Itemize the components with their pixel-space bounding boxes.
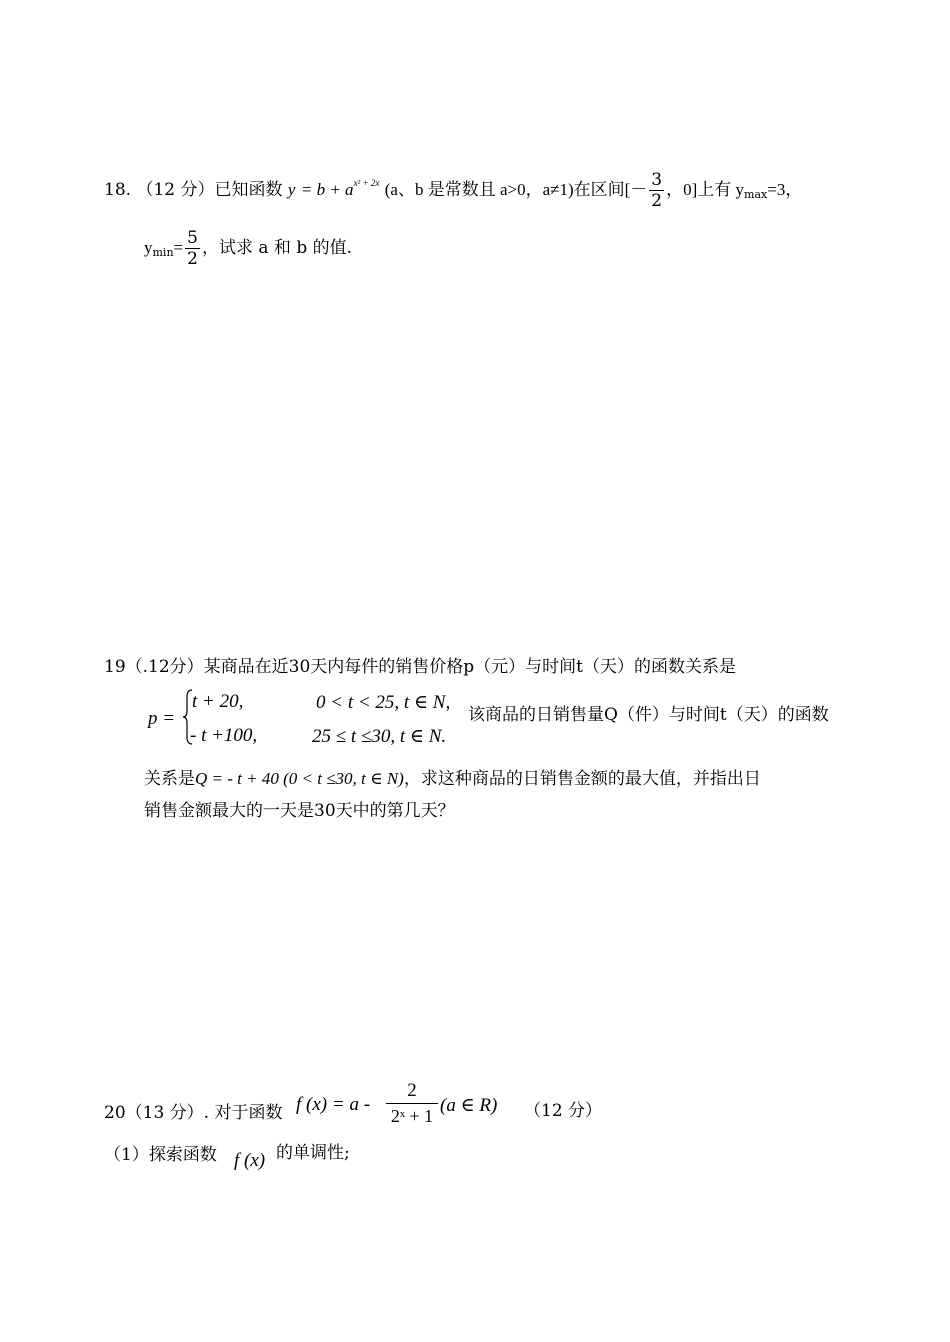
- q18-min-eq: =: [173, 238, 184, 257]
- q19-line3-pre: 关系是: [144, 769, 195, 789]
- q19-case1-cond: 0 < t < 25, t ∈ N,: [316, 692, 451, 713]
- q18-line1: [104, 170, 802, 211]
- q18-min-sub: min: [152, 246, 174, 259]
- q18-formula-rhs: = b + a: [300, 180, 354, 199]
- q19-q-formula: Q = - t + 40 (0 < t ≤30, t ∈ N): [195, 769, 404, 788]
- q18-condition: (a、b 是常数且 a>0，a≠1)在区间[－: [384, 180, 648, 199]
- q18-exponent: x² + 2x: [353, 178, 380, 188]
- q19-after-cases: 该商品的日销售量Q（件）与时间t（天）的函数: [468, 705, 829, 725]
- q18-min-den: 2: [187, 249, 198, 269]
- q20-line1: [104, 1098, 282, 1123]
- q18-min-num: 5: [187, 228, 198, 248]
- q19-line4: 销售金额最大的一天是30天中的第几天？: [144, 801, 455, 821]
- q20-fraction: [386, 1079, 438, 1128]
- q20-domain: (a ∈ R): [440, 1095, 498, 1116]
- q20-head: 20（13 分）. 对于函数: [104, 1103, 283, 1123]
- q18-ask: ，试求 a 和 b 的值.: [201, 238, 353, 258]
- q20-part1-pre: （1）探索函数: [104, 1145, 217, 1165]
- q18-lead: 已知函数: [214, 180, 283, 200]
- q20-part1-fx: f (x): [234, 1150, 266, 1171]
- q18-min-pre: y: [144, 238, 153, 257]
- q18-formula-lhs: y: [287, 180, 296, 199]
- q20-part1: [104, 1140, 217, 1165]
- q19-case2-cond: 25 ≤ t ≤30, t ∈ N.: [312, 726, 447, 747]
- q20-frac-num: 2: [407, 1080, 417, 1101]
- q18-line2: [144, 228, 352, 269]
- q19-line3: [144, 764, 761, 789]
- q19-case1-expr: t + 20,: [192, 691, 244, 712]
- q18-interval-den: 2: [651, 191, 663, 211]
- q19-p-label: p =: [148, 708, 176, 729]
- q18-number: 18.: [104, 180, 132, 200]
- q18-interval-fraction: [649, 170, 664, 211]
- q18-interval-num: 3: [651, 170, 663, 190]
- q18-max-text: ，0]上有 y: [666, 180, 745, 199]
- q18-min-fraction: [185, 228, 200, 269]
- q20-part1-post: 的单调性;: [276, 1143, 350, 1163]
- q19-line1: 19（.12分）某商品在近30天内每件的销售价格p（元）与时间t（天）的函数关系是: [104, 657, 737, 677]
- q19-line3-post: ，求这种商品的日销售金额的最大值，并指出日: [403, 769, 761, 789]
- q18-max-value: =3，: [767, 180, 803, 199]
- q20-f-lhs: f (x) = a -: [296, 1094, 371, 1115]
- q20-score: （12 分）: [524, 1101, 603, 1121]
- q18-max-sub: max: [744, 188, 768, 201]
- q20-frac-den: 2ˣ + 1: [386, 1103, 438, 1128]
- q19-case2-expr: - t +100,: [190, 725, 258, 746]
- q18-score: （12 分）: [136, 180, 215, 200]
